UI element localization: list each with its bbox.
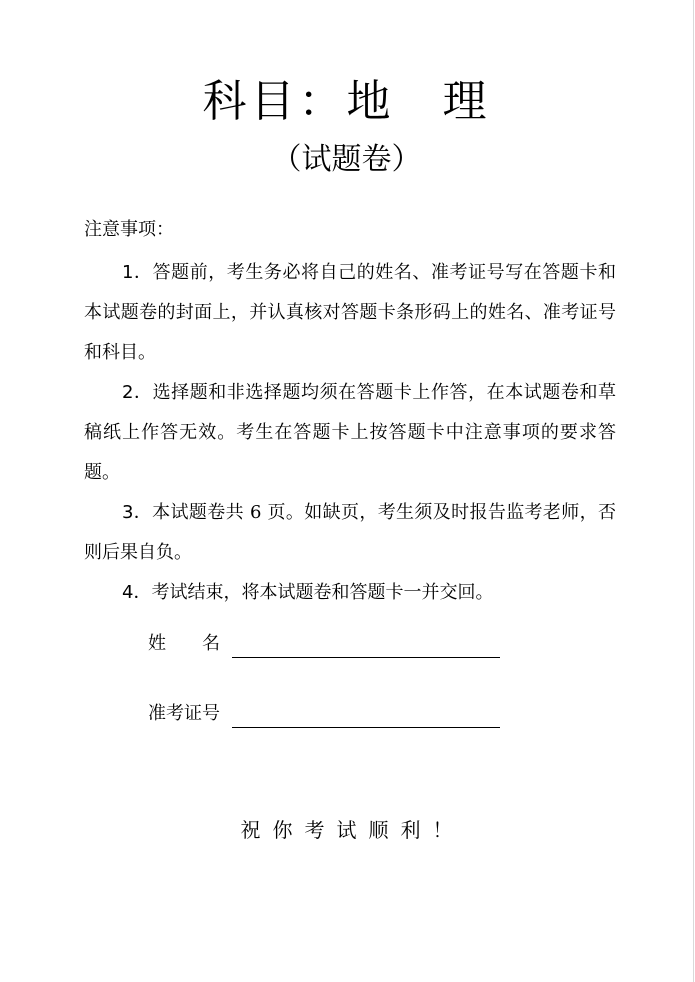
notice-list xyxy=(84,253,616,613)
notice-heading: 注意事项： xyxy=(84,219,174,240)
page-subtitle: （试题卷） xyxy=(271,142,422,177)
notice-item xyxy=(84,373,616,493)
notice-item-number: 2 xyxy=(122,382,134,403)
notice-item xyxy=(84,493,616,573)
exam-id-blank-line[interactable] xyxy=(232,703,500,728)
notice-item-number: 3 xyxy=(122,502,134,523)
name-blank-line[interactable] xyxy=(232,633,500,658)
page-title: 科目：地 理 xyxy=(202,76,491,127)
notice-item-number: 1 xyxy=(122,262,134,283)
notice-item xyxy=(84,253,616,373)
notice-item-text: ．考试结束，将本试题卷和答题卡一并交回。 xyxy=(133,582,494,603)
notice-item-text: ．本试题卷共 6 页。如缺页，考生须及时报告监考老师，否则后果自负。 xyxy=(84,502,616,563)
exam-id-label: 准考证号 xyxy=(148,703,220,724)
notice-item-text: ．答题前，考生务必将自己的姓名、准考证号写在答题卡和本试题卷的封面上，并认真核对答题卡条形码上的姓名、准考证号和科目。 xyxy=(84,262,616,363)
name-field-row xyxy=(148,630,500,658)
notice-item-text: ．选择题和非选择题均须在答题卡上作答，在本试题卷和草稿纸上作答无效。考生在答题卡上按答题卡中注意事项的要求答题。 xyxy=(84,382,616,483)
blessing-text: 祝你考试顺利！ xyxy=(240,818,465,842)
notice-item xyxy=(84,573,616,613)
name-label: 姓 名 xyxy=(148,633,220,654)
notice-item-number: 4 xyxy=(122,582,134,603)
exam-id-field-row xyxy=(148,700,500,728)
